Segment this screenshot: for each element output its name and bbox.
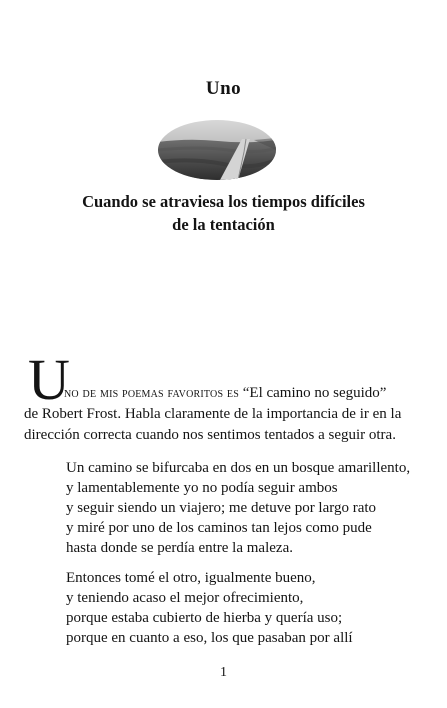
chapter-title: Uno <box>205 78 242 99</box>
opening-line-2: de Robert Frost. Habla claramente de la importancia de ir en la <box>24 406 402 422</box>
opening-line-3: dirección correcta cuando nos sentimos tentados a seguir otra. <box>24 427 396 443</box>
poem-stanza-1 <box>66 458 426 558</box>
poem-stanza-2 <box>66 568 426 648</box>
opening-smallcaps: no de mis poemas favoritos es <box>64 386 239 401</box>
poem-line: y seguir siendo un viajero; me detuve por largo rato <box>66 500 377 516</box>
poem-line: porque estaba cubierto de hierba y quería uso; <box>66 610 343 626</box>
road-landscape-image <box>158 120 276 180</box>
poem-line: porque en cuanto a eso, los que pasaban por allí <box>66 630 353 646</box>
opening-line-1-rest: “El camino no seguido” <box>239 385 387 401</box>
poem-line: y lamentablemente yo no podía seguir ambos <box>66 480 338 496</box>
poem-line: y miré por uno de los caminos tan lejos como pude <box>66 520 372 536</box>
page-number: 1 <box>220 665 227 680</box>
poem-line: y teniendo acaso el mejor ofrecimiento, <box>66 590 304 606</box>
subtitle-line-2: de la tentación <box>172 215 275 234</box>
subtitle-line-1: Cuando se atraviesa los tiempos difíciles <box>82 192 365 211</box>
poem-line: hasta donde se perdía entre la maleza. <box>66 540 293 556</box>
chapter-subtitle <box>0 190 447 236</box>
poem-line: Entonces tomé el otro, igualmente bueno, <box>66 570 316 586</box>
drop-cap: U <box>28 347 70 412</box>
poem-line: Un camino se bifurcaba en dos en un bosque amarillento, <box>66 460 411 476</box>
opening-paragraph <box>24 383 420 446</box>
